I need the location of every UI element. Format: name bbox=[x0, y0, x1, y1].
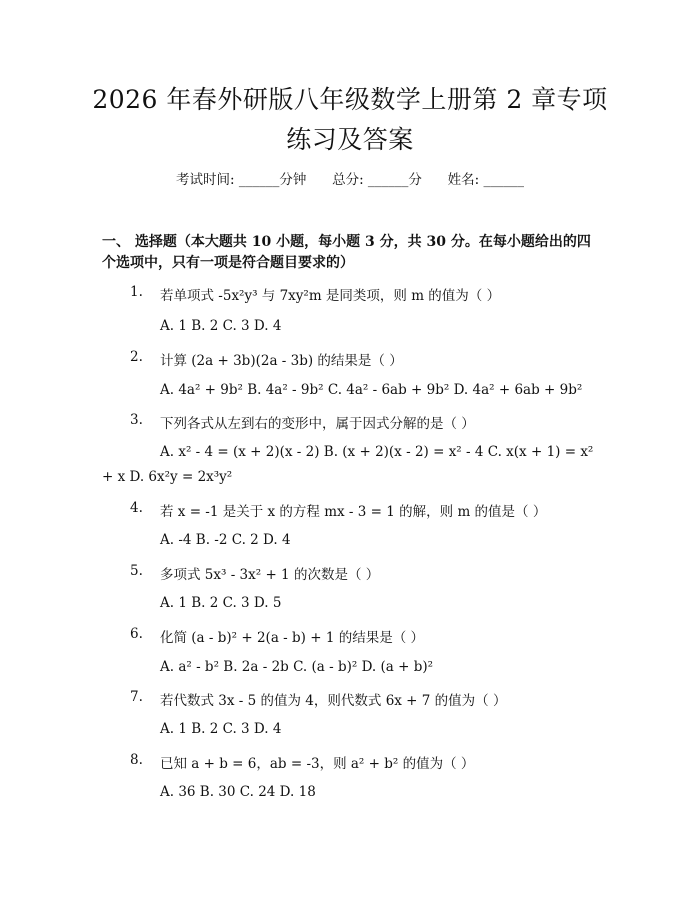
question-text: 若 x = -1 是关于 x 的方程 mx - 3 = 1 的解，则 m 的值是（ ） bbox=[160, 504, 547, 520]
question-options: A. 1 B. 2 C. 3 D. 4 bbox=[160, 318, 282, 334]
question-options: A. 4a² + 9b² B. 4a² - 9b² C. 4a² - 6ab + 9b² D. 4a² + 6ab + 9b² bbox=[160, 382, 583, 398]
question-options: A. 1 B. 2 C. 3 D. 4 bbox=[160, 721, 282, 737]
question-number: 5. bbox=[130, 563, 143, 579]
question-number: 8. bbox=[130, 752, 143, 768]
question-text: 已知 a + b = 6，ab = -3，则 a² + b² 的值为（ ） bbox=[160, 756, 475, 772]
exam-info-line: 考试时间: ______分钟 总分: ______分 姓名: ______ bbox=[175, 172, 524, 188]
question-text: 计算 (2a + 3b)(2a - 3b) 的结果是（ ） bbox=[160, 353, 403, 369]
question-number: 2. bbox=[130, 349, 143, 365]
question-number: 4. bbox=[130, 500, 143, 516]
question-options: A. 1 B. 2 C. 3 D. 5 bbox=[160, 595, 282, 611]
section-heading: 一、 选择题（本大题共 10 小题，每小题 3 分，共 30 分。在每小题给出的四个选项中，只有一项是符合题目要求的） bbox=[102, 234, 591, 271]
question-options: A. -4 B. -2 C. 2 D. 4 bbox=[160, 532, 291, 548]
question-options: A. 36 B. 30 C. 24 D. 18 bbox=[160, 784, 316, 800]
question-options: A. x² - 4 = (x + 2)(x - 2) B. (x + 2)(x - 2) = x² - 4 C. x(x + 1) = x² + x D. 6x²y = 2x³y² bbox=[102, 444, 594, 485]
question-options: A. a² - b² B. 2a - 2b C. (a - b)² D. (a + b)² bbox=[160, 659, 434, 675]
question-text: 若代数式 3x - 5 的值为 4，则代数式 6x + 7 的值为（ ） bbox=[160, 693, 507, 709]
question-text: 多项式 5x³ - 3x² + 1 的次数是（ ） bbox=[160, 567, 380, 583]
question-text: 下列各式从左到右的变形中，属于因式分解的是（ ） bbox=[160, 416, 475, 432]
question-number: 6. bbox=[130, 626, 143, 642]
question-text: 若单项式 -5x²y³ 与 7xy²m 是同类项，则 m 的值为（ ） bbox=[160, 288, 501, 304]
question-number: 1. bbox=[130, 284, 143, 300]
question-number: 3. bbox=[130, 412, 143, 428]
question-text: 化简 (a - b)² + 2(a - b) + 1 的结果是（ ） bbox=[160, 630, 424, 646]
question-number: 7. bbox=[130, 689, 143, 705]
page-title-continued: 练习及答案 bbox=[286, 125, 414, 154]
page-title: 2026 年春外研版八年级数学上册第 2 章专项 bbox=[92, 85, 608, 114]
